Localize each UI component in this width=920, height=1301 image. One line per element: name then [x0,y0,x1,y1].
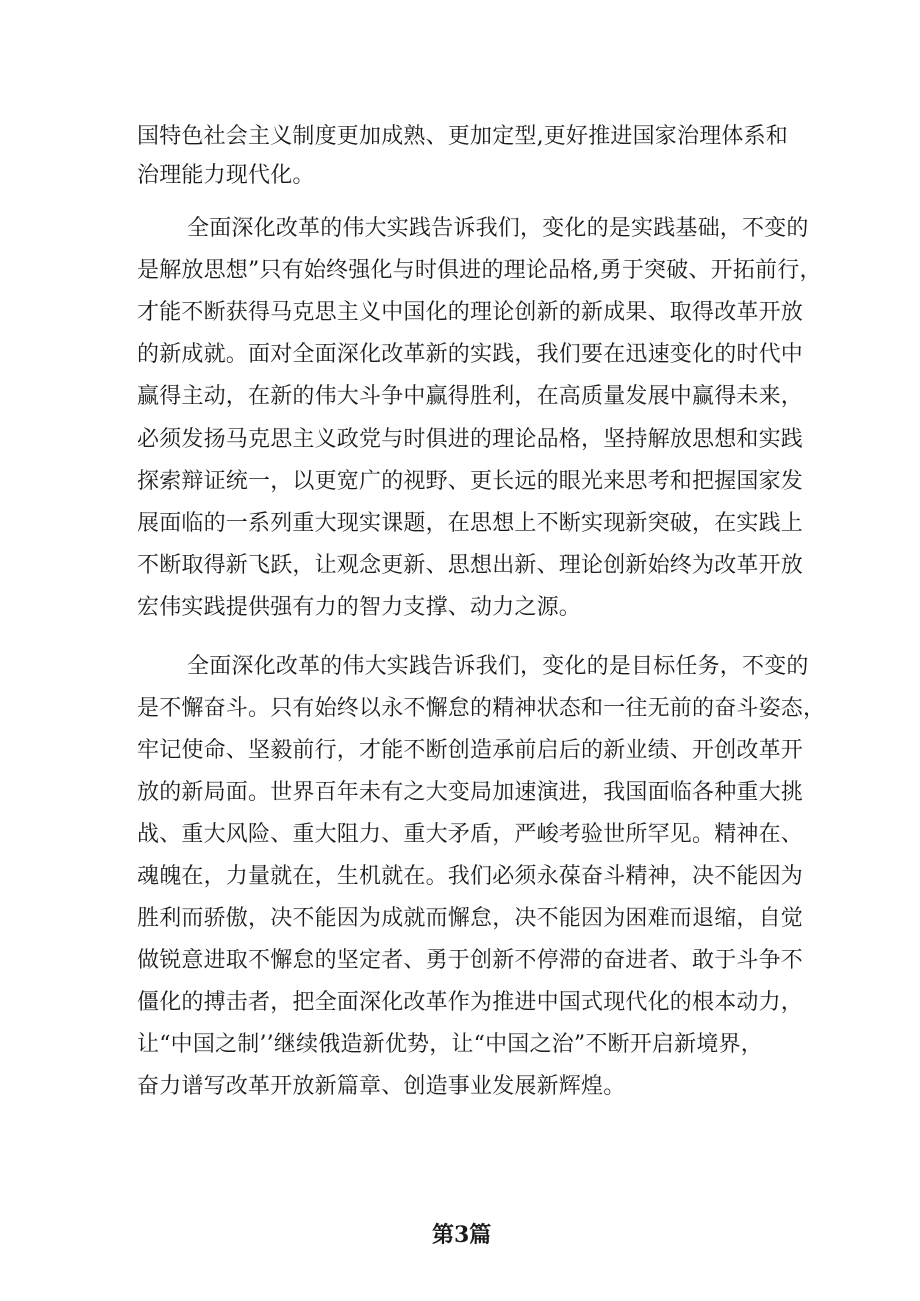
paragraph-line: 做锐意进取不懈怠的坚定者、勇于创新不停滞的奋进者、敢于斗争不 [137,948,804,973]
paragraph-line: 赢得主动，在新的伟大斗争中赢得胜利，在高质量发展中赢得未来， [137,384,804,409]
paragraph-line: 国特色社会主义制度更加成熟、更加定型,更好推进国家治理体系和 [137,124,788,149]
paragraph-line: 不断取得新飞跃，让观念更新、思想出新、理论创新始终为改革开放 [137,553,804,578]
paragraph-line: 必须发扬马克思主义政党与时俱进的理论品格，坚持解放思想和实践 [137,427,804,452]
paragraph-line: 展面临的一系列重大现实课题，在思想上不断实现新突破，在实践上 [137,511,804,536]
paragraph-line: 治理能力现代化。 [137,163,315,188]
paragraph-line: 胜利而骄傲，决不能因为成就而懈怠，决不能因为困难而退缩，自觉 [137,906,804,931]
paragraph-line: 僵化的搏击者，把全面深化改革作为推进中国式现代化的根本动力， [137,990,804,1015]
section-heading: 第3篇 [432,1222,492,1248]
paragraph-line: 宏伟实践提供强有力的智力支撑、动力之源。 [137,595,582,620]
paragraph-line: 探索辩证统一，以更宽广的视野、更长远的眼光来思考和把握国家发 [137,469,804,494]
paragraph-line: 让“中国之制’’继续俄造新优势，让“中国之治”不断开启新境界， [137,1032,763,1057]
paragraph-line: 奋力谱写改革开放新篇章、创造事业发展新辉煌。 [137,1074,626,1099]
paragraph-line: 才能不断获得马克思主义中国化的理论创新的新成果、取得改革开放 [137,300,804,325]
paragraph-line: 全面深化改革的伟大实践告诉我们，变化的是实践基础，不变的 [187,216,809,241]
paragraph-line: 的新成就。面对全面深化改革新的实践，我们要在迅速变化的时代中 [137,342,804,367]
paragraph-line: 战、重大风险、重大阻力、重大矛盾，严峻考验世所罕见。精神在、 [137,822,804,847]
paragraph-line: 是解放思想”只有始终强化与时俱进的理论品格,勇于突破、开拓前行， [137,258,822,283]
paragraph-line: 放的新局面。世界百年未有之大变局加速演进，我国面临各种重大挑 [137,780,804,805]
paragraph-line: 是不懈奋斗。只有始终以永不懈怠的精神状态和一往无前的奋斗姿态， [137,696,826,721]
paragraph-line: 魂魄在，力量就在，生机就在。我们必须永葆奋斗精神，决不能因为 [137,864,804,889]
paragraph-line: 全面深化改革的伟大实践告诉我们，变化的是目标任务，不变的 [187,654,809,679]
paragraph-line: 牢记使命、坚毅前行，才能不断创造承前启后的新业绩、开创改革开 [137,738,804,763]
